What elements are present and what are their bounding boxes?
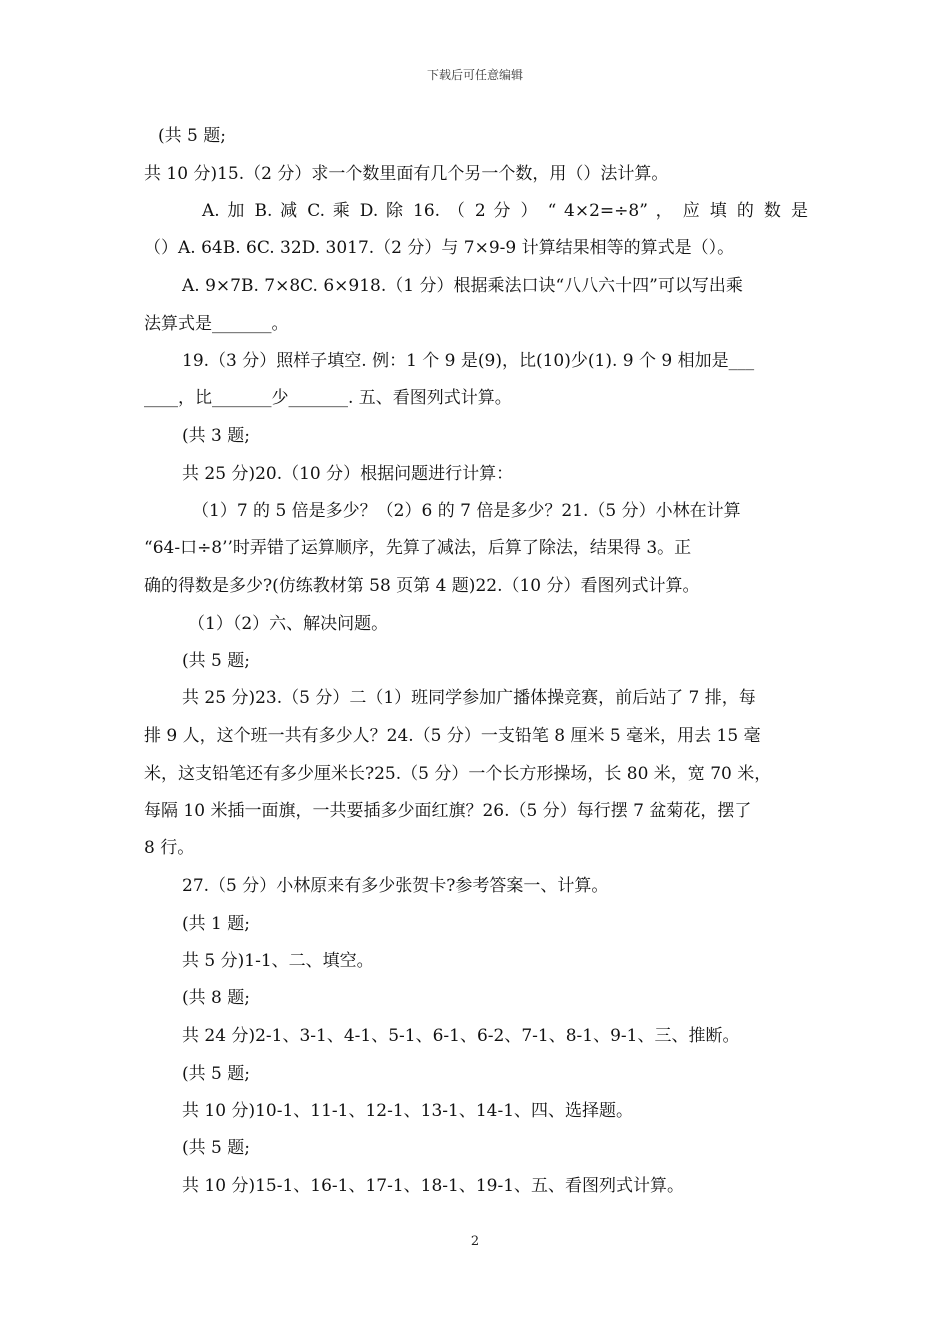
text-line: (共 5 题;: [182, 1064, 250, 1084]
text-line: 共 24 分)2-1、3-1、4-1、5-1、6-1、6-2、7-1、8-1、9-1、三、推断。: [182, 1026, 740, 1046]
text-line: （）A. 64B. 6C. 32D. 3017.（2 分）与 7×9-9 计算结果相等的算式是（）。: [144, 238, 735, 258]
text-line: “64-口÷8’’时弄错了运算顺序，先算了减法，后算了除法，结果得 3。正: [144, 538, 692, 558]
text-line: (共 5 题;: [182, 651, 250, 671]
text-line: （1）（2）六、解决问题。: [188, 614, 389, 634]
text-line: 8 行。: [144, 838, 195, 858]
text-line: 每隔 10 米插一面旗，一共要插多少面红旗？26.（5 分）每行摆 7 盆菊花，摆了: [144, 801, 752, 821]
text-line: 共 10 分)10-1、11-1、12-1、13-1、14-1、四、选择题。: [182, 1101, 634, 1121]
page-number: 2: [470, 1234, 480, 1249]
text-line: 共 10 分)15.（2 分）求一个数里面有几个另一个数，用（）法计算。: [144, 164, 669, 184]
text-line: 19.（3 分）照样子填空. 例：1 个 9 是(9)，比(10)少(1). 9 个 9 相加是___: [182, 351, 755, 371]
text-line: (共 5 题;: [182, 1138, 250, 1158]
text-line: 排 9 人，这个班一共有多少人？24.（5 分）一支铅笔 8 厘米 5 毫米，用去 15 毫: [144, 726, 761, 746]
text-line: 确的得数是多少?(仿练教材第 58 页第 4 题)22.（10 分）看图列式计算。: [144, 576, 700, 596]
text-line: 法算式是_______。: [144, 314, 289, 334]
text-line: （1）7 的 5 倍是多少？（2）6 的 7 倍是多少？21.（5 分）小林在计算: [192, 501, 741, 521]
text-line: (共 8 题;: [182, 988, 250, 1008]
text-line: (共 3 题;: [182, 426, 250, 446]
text-line: 共 10 分)15-1、16-1、17-1、18-1、19-1、五、看图列式计算。: [182, 1176, 685, 1196]
text-line: 共 25 分)23.（5 分）二（1）班同学参加广播体操竞赛，前后站了 7 排，每: [182, 688, 756, 708]
text-line: 共 25 分)20.（10 分）根据问题进行计算：: [182, 464, 514, 484]
text-line: 米，这支铅笔还有多少厘米长?25.（5 分）一个长方形操场，长 80 米，宽 70 米，: [144, 764, 772, 784]
page-header: 下载后可任意编辑: [426, 68, 523, 82]
text-line: (共 1 题;: [182, 914, 250, 934]
text-line: A. 9×7B. 7×8C. 6×918.（1 分）根据乘法口诀“八八六十四”可以写出乘: [182, 276, 743, 296]
text-line: ____，比_______少_______. 五、看图列式计算。: [144, 388, 512, 408]
text-line: (共 5 题;: [158, 126, 226, 146]
text-line: A. 加 B. 减 C. 乘 D. 除 16. （ 2 分 ） “ 4×2=÷8” ， 应 填 的 数 是: [202, 201, 808, 221]
text-line: 共 5 分)1-1、二、填空。: [182, 951, 374, 971]
text-line: 27.（5 分）小林原来有多少张贺卡?参考答案一、计算。: [182, 876, 609, 896]
